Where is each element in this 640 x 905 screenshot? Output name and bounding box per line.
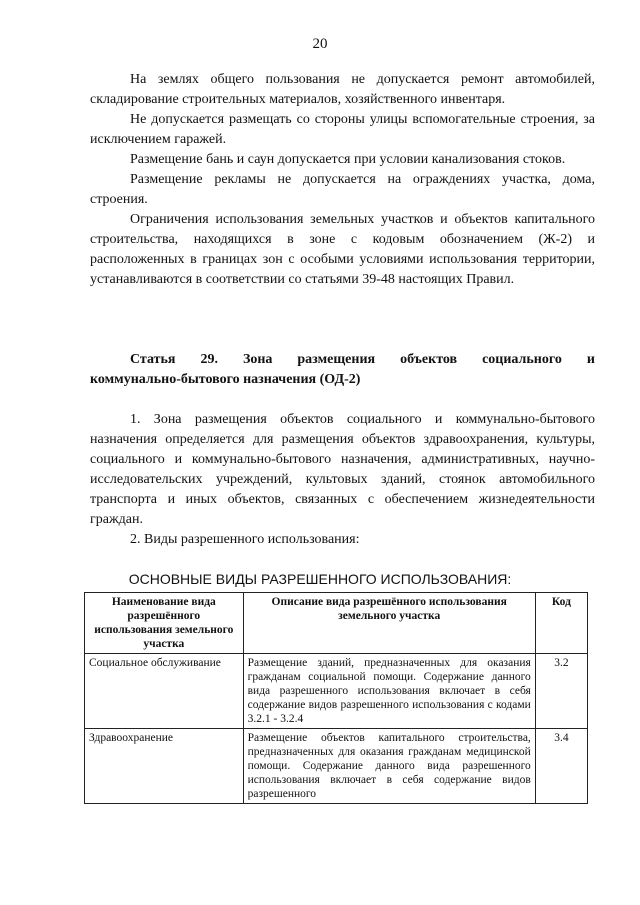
cell-description-text: Размещение объектов капитального строительства, предназначенных для оказания гражданам медицинской помощи. Содержание данного вида разрешенного использования включает в себя содержание видов разрешенного	[247, 732, 531, 800]
header-code: Код	[535, 593, 587, 654]
table-row	[85, 654, 588, 729]
intro-paragraphs	[90, 70, 595, 290]
article-title-word: объектов	[400, 352, 458, 367]
header-name: Наименование вида разрешённого использования земельного участка	[85, 593, 244, 654]
page-number: 20	[312, 36, 328, 52]
article-title-line2: коммунально-бытового назначения (ОД-2)	[90, 372, 361, 387]
paragraph-permitted-uses: 2. Виды разрешенного использования:	[130, 532, 360, 547]
cell-code: 3.2	[535, 654, 587, 729]
paragraph-auxiliary-buildings: Не допускается размещать со стороны улицы вспомогательные строения, за исключением гаражей.	[90, 112, 595, 147]
article-title-word: социального	[482, 352, 562, 367]
article-title-word: размещения	[297, 352, 376, 367]
table-caption: ОСНОВНЫЕ ВИДЫ РАЗРЕШЕННОГО ИСПОЛЬЗОВАНИЯ:	[128, 571, 512, 587]
article-body	[90, 410, 595, 550]
cell-code: 3.4	[535, 729, 587, 804]
table-row	[85, 729, 588, 804]
article-title-word: Статья	[130, 352, 176, 367]
article-title-word: 29.	[200, 352, 218, 367]
cell-name: Здравоохранение	[85, 729, 244, 804]
permitted-uses-table	[84, 592, 588, 804]
paragraph-zone-definition: 1. Зона размещения объектов социального и коммунально-бытового назначения определяется для размещения объектов здравоохранения, культуры, социального и коммунально-бытового назначения, административных, научно-исследовательских учреждений, культовых зданий, стоянок автомобильного транспорта и иных объектов, связанных с обеспечением жизнедеятельности граждан.	[90, 412, 595, 527]
article-title-word: и	[586, 352, 595, 367]
cell-description	[243, 729, 535, 804]
article-title	[90, 350, 595, 390]
paragraph-roadwork: На землях общего пользования не допускается ремонт автомобилей, складирование строительных материалов, хозяйственного инвентаря.	[90, 72, 595, 107]
header-description: Описание вида разрешённого использования земельного участка	[243, 593, 535, 654]
paragraph-baths: Размещение бань и саун допускается при условии канализования стоков.	[130, 152, 566, 167]
cell-name: Социальное обслуживание	[85, 654, 244, 729]
paragraph-advertising: Размещение рекламы не допускается на ограждениях участка, дома, строения.	[90, 172, 595, 207]
article-title-word: Зона	[242, 352, 273, 367]
table-header-row	[85, 593, 588, 654]
article-title-line1	[90, 350, 595, 370]
paragraph-restrictions: Ограничения использования земельных участков и объектов капитального строительства, находящихся в зоне с кодовым обозначением (Ж-2) и расположенных в границах зон с особыми условиями использования территории, устанавливаются в соответствии со статьями 39-48 настоящих Правил.	[90, 212, 595, 287]
cell-description: Размещение зданий, предназначенных для оказания гражданам социальной помощи. Содержание данного вида разрешенного использования включает в себя содержание видов разрешенного использования с кодами 3.2.1 - 3.2.4	[243, 654, 535, 729]
